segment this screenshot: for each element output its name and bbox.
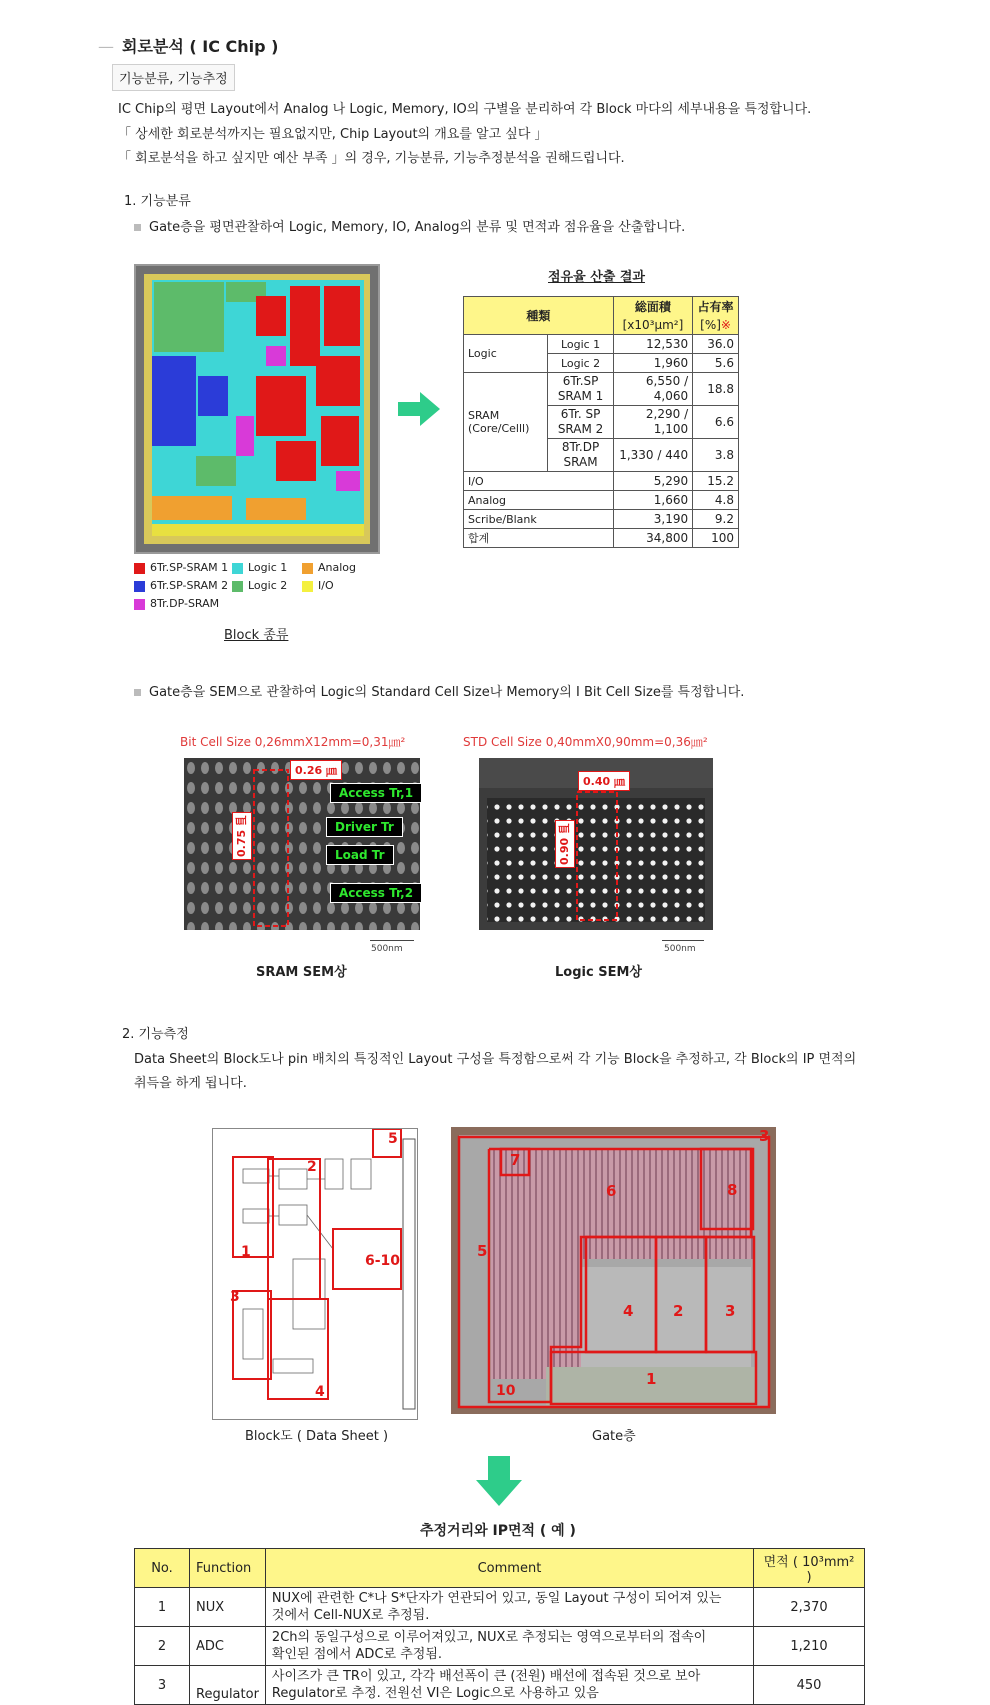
cell-comment: 사이즈가 큰 TR이 있고, 각각 배선폭이 큰 (전원) 배선에 접속된 것으로 보아 Regulator로 추정. 전원선 VI은 Logic으로 사용하고 있음 xyxy=(265,1666,753,1705)
section2-text2: 취득을 하게 됩니다. xyxy=(134,1076,247,1091)
chip-legend xyxy=(134,561,374,615)
access-tr1-label: Access Tr,1 xyxy=(330,783,422,803)
block-label: 6-10 xyxy=(365,1253,401,1269)
gate-layer-image xyxy=(451,1127,776,1414)
legend-item: 6Tr.SP-SRAM 1 xyxy=(134,561,228,574)
cell-comment: NUX에 관련한 C*나 S*단자가 연관되어 있고, 동일 Layout 구성이 되어져 있는 것에서 Cell-NUX로 추정됨. xyxy=(265,1588,753,1627)
scale-bar xyxy=(370,940,414,941)
cell-area: 1,330 / 440 xyxy=(613,439,692,472)
gate-label: 2 xyxy=(673,1302,684,1320)
cell-area: 34,800 xyxy=(613,529,692,548)
occupancy-title: 점유율 산출 결과 xyxy=(548,270,645,285)
cell-ratio: 36.0 xyxy=(693,335,739,354)
sem-left-title: Bit Cell Size 0,26mmX12mm=0,31㎛² xyxy=(180,735,406,749)
cell-area: 5,290 xyxy=(613,472,692,491)
cell-area: 2,290 / 1,100 xyxy=(613,406,692,439)
bullet-icon xyxy=(134,224,141,231)
cell-io: I/O xyxy=(464,472,614,491)
cell-area: 1,210 xyxy=(754,1627,865,1666)
sram-sem-caption: SRAM SEM상 xyxy=(256,965,347,980)
col-area: 면적 ( 10³mm² ) xyxy=(754,1549,865,1588)
gate-label: 7 xyxy=(510,1151,521,1169)
cell-ratio: 100 xyxy=(693,529,739,548)
estimate-table xyxy=(134,1548,865,1705)
col-ratio: 占有率 xyxy=(693,297,739,317)
col-comment: Comment xyxy=(265,1549,753,1588)
cell-ratio: 6.6 xyxy=(693,406,739,439)
block-label: 4 xyxy=(315,1384,325,1400)
chip-layout-image xyxy=(134,264,380,554)
gate-label: 1 xyxy=(646,1370,657,1388)
chip-layout-svg xyxy=(136,266,378,552)
cell-total: 합계 xyxy=(464,529,614,548)
gate-label: 4 xyxy=(623,1302,634,1320)
table-row xyxy=(135,1666,865,1705)
col-ratio-unit: [%]※ xyxy=(693,316,739,335)
section2-title: 2. 기능측정 xyxy=(122,1027,189,1042)
bullet-icon xyxy=(134,689,141,696)
driver-tr-label: Driver Tr xyxy=(326,817,403,837)
cell-function: NUX xyxy=(190,1588,266,1627)
block-caption: Block 종류 xyxy=(224,628,289,643)
cell-area: 1,960 xyxy=(613,354,692,373)
gate-label: 3 xyxy=(759,1127,770,1145)
cell-area: 450 xyxy=(754,1666,865,1705)
col-no: No. xyxy=(135,1549,190,1588)
block-label: 5 xyxy=(388,1131,398,1147)
cell-sram1: 6Tr.SP SRAM 1 xyxy=(548,373,613,406)
cell-ratio: 3.8 xyxy=(693,439,739,472)
cell-sram2: 6Tr. SP SRAM 2 xyxy=(548,406,613,439)
section1-bullet2: Gate층을 SEM으로 관찰하여 Logic의 Standard Cell Size나 Memory의 I Bit Cell Size를 특정합니다. xyxy=(134,681,744,700)
block-diagram-caption: Block도 ( Data Sheet ) xyxy=(245,1429,389,1444)
block-label: 1 xyxy=(241,1244,251,1260)
sem-right-title: STD Cell Size 0,40mmX0,90mm=0,36㎛² xyxy=(463,735,708,749)
cell-ratio: 5.6 xyxy=(693,354,739,373)
gate-label: 10 xyxy=(496,1383,516,1399)
sram-width-label: 0.26 ㎛ xyxy=(290,760,342,780)
col-function: Function xyxy=(190,1549,266,1588)
cell-function: Regulator xyxy=(190,1666,266,1705)
gate-layer-svg xyxy=(451,1127,776,1414)
legend-item: Analog xyxy=(302,561,356,574)
scale-bar xyxy=(662,940,704,941)
sram-scale-label: 500nm xyxy=(371,944,403,954)
category-tag: 기능분류, 기능추정 xyxy=(112,64,235,91)
legend-item: Logic 2 xyxy=(232,579,287,592)
logic-scale-label: 500nm xyxy=(664,944,696,954)
cell-ratio: 15.2 xyxy=(693,472,739,491)
gate-label: 5 xyxy=(477,1242,488,1260)
legend-item: Logic 1 xyxy=(232,561,287,574)
cell-no: 2 xyxy=(135,1627,190,1666)
section1-bullet1: Gate층을 평면관찰하여 Logic, Memory, IO, Analog의 분류 및 면적과 점유율을 산출합니다. xyxy=(134,216,685,235)
cell-logic: Logic xyxy=(464,335,548,373)
legend-item: I/O xyxy=(302,579,334,592)
cell-logic2: Logic 2 xyxy=(548,354,613,373)
cell-ratio: 4.8 xyxy=(693,491,739,510)
cell-logic1: Logic 1 xyxy=(548,335,613,354)
cell-function: ADC xyxy=(190,1627,266,1666)
cell-scribe: Scribe/Blank xyxy=(464,510,614,529)
col-area-unit: [x10³µm²] xyxy=(613,316,692,335)
section1-title: 1. 기능분류 xyxy=(124,194,191,209)
right-arrow-icon xyxy=(398,392,440,426)
gate-label: 3 xyxy=(725,1302,736,1320)
page-title: — 회로분석 ( IC Chip ) xyxy=(98,37,279,56)
cell-no: 1 xyxy=(135,1588,190,1627)
table-row xyxy=(135,1588,865,1627)
block-label: 3 xyxy=(230,1289,240,1305)
cell-comment: 2Ch의 동일구성으로 이루어져있고, NUX로 추정되는 영역으로부터의 접속이 확인된 점에서 ADC로 추정됨. xyxy=(265,1627,753,1666)
block-diagram xyxy=(212,1128,418,1420)
col-area: 総面積 xyxy=(613,297,692,317)
cell-no: 3 xyxy=(135,1666,190,1705)
gate-caption: Gate층 xyxy=(592,1429,636,1444)
legend-item: 6Tr.SP-SRAM 2 xyxy=(134,579,228,592)
table-row xyxy=(135,1627,865,1666)
block-label: 2 xyxy=(307,1159,317,1175)
logic-height-label: 0.90 ㎛ xyxy=(555,820,575,868)
logic-sem-caption: Logic SEM상 xyxy=(555,965,642,980)
cell-area: 1,660 xyxy=(613,491,692,510)
col-kind: 種類 xyxy=(464,297,614,335)
cell-ratio: 9.2 xyxy=(693,510,739,529)
cell-sram3: 8Tr.DP SRAM xyxy=(548,439,613,472)
sram-height-label: 0.75 ㎛ xyxy=(232,812,252,860)
intro-line-3: 「 회로분석을 하고 싶지만 예산 부족 」의 경우, 기능분류, 기능추정분석을 권해드립니다. xyxy=(118,151,625,166)
section2-text1: Data Sheet의 Block도나 pin 배치의 특징적인 Layout 구성을 특정함으로써 각 기능 Block을 추정하고, 각 Block의 IP 면적의 xyxy=(134,1052,857,1067)
cell-analog: Analog xyxy=(464,491,614,510)
gate-label: 8 xyxy=(727,1181,738,1199)
cell-area: 2,370 xyxy=(754,1588,865,1627)
intro-line-1: IC Chip의 평면 Layout에서 Analog 나 Logic, Memory, IO의 구별을 분리하여 각 Block 마다의 세부내용을 특정합니다. xyxy=(118,102,812,117)
occupancy-table xyxy=(463,296,739,548)
load-tr-label: Load Tr xyxy=(326,845,394,865)
gate-label: 6 xyxy=(606,1182,617,1200)
access-tr2-label: Access Tr,2 xyxy=(330,883,422,903)
legend-item: 8Tr.DP-SRAM xyxy=(134,597,219,610)
estimate-title: 추정거리와 IP면적 ( 예 ) xyxy=(420,1523,576,1539)
cell-ratio: 18.8 xyxy=(693,373,739,406)
logic-width-label: 0.40 ㎛ xyxy=(578,771,630,791)
intro-line-2: 「 상세한 회로분석까지는 필요없지만, Chip Layout의 개요를 알고 싶다 」 xyxy=(118,127,548,142)
down-arrow-icon xyxy=(476,1456,522,1506)
cell-sram: SRAM (Core/Celll) xyxy=(464,373,548,472)
cell-area: 12,530 xyxy=(613,335,692,354)
cell-area: 6,550 / 4,060 xyxy=(613,373,692,406)
cell-area: 3,190 xyxy=(613,510,692,529)
